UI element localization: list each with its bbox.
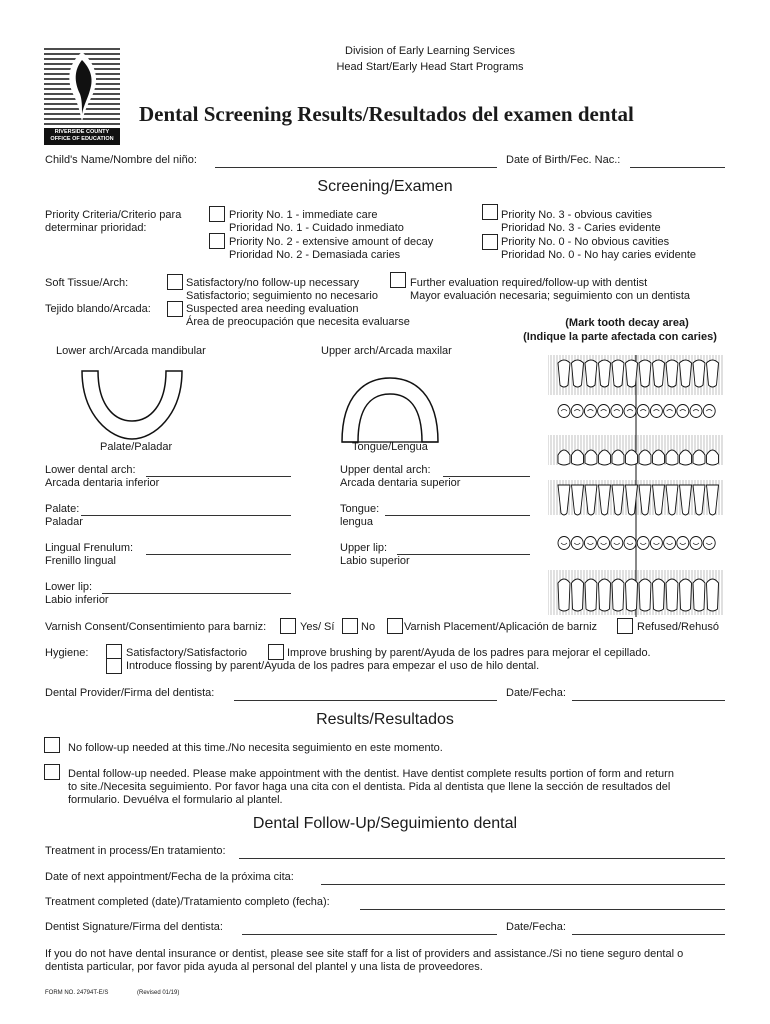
logo-text-1: RIVERSIDE COUNTY bbox=[54, 129, 110, 135]
tongue-label-es: lengua bbox=[340, 516, 374, 528]
provider-date-line[interactable] bbox=[572, 700, 725, 701]
lingual-label-es: Frenillo lingual bbox=[45, 555, 116, 567]
priority-3-text-es: Prioridad No. 3 - Caries evidente bbox=[501, 222, 661, 234]
soft-tissue-label: Soft Tissue/Arch: bbox=[45, 277, 129, 289]
next-appt-label: Date of next appointment/Fecha de la próxima cita: bbox=[45, 871, 294, 883]
division-text: Division of Early Learning Services bbox=[345, 45, 515, 57]
lower-dental-arch-label-es: Arcada dentaria inferior bbox=[45, 477, 160, 489]
treatment-label: Treatment in process/En tratamiento: bbox=[45, 845, 226, 857]
followup-date-line[interactable] bbox=[572, 934, 725, 935]
followup-needed-checkbox[interactable] bbox=[44, 764, 60, 780]
palate-label: Palate: bbox=[45, 503, 80, 515]
results-heading: Results/Resultados bbox=[316, 711, 454, 728]
completed-line[interactable] bbox=[360, 909, 725, 910]
followup-text-2: to site./Necesita seguimiento. Por favor haga una cita con el dentista. Pida al dentista que llene la sección de resultados del bbox=[68, 781, 671, 793]
soft-suspected-text: Suspected area needing evaluation bbox=[186, 303, 359, 315]
upper-lip-line[interactable] bbox=[397, 554, 530, 555]
hygiene-satisfactory-text: Satisfactory/Satisfactorio bbox=[126, 647, 248, 659]
provider-label: Dental Provider/Firma del dentista: bbox=[45, 687, 215, 699]
provider-date-label: Date/Fecha: bbox=[506, 687, 566, 699]
upper-arch-title: Upper arch/Arcada maxilar bbox=[321, 345, 452, 357]
palate-caption: Palate/Paladar bbox=[100, 441, 173, 453]
varnish-yes-text: Yes/ Sí bbox=[300, 621, 335, 633]
revised-date: (Revised 01/19) bbox=[137, 990, 180, 996]
treatment-line[interactable] bbox=[239, 858, 725, 859]
no-followup-text: No follow-up needed at this time./No necesita seguimiento en este momento. bbox=[68, 742, 443, 754]
lingual-line[interactable] bbox=[146, 554, 291, 555]
hygiene-label: Hygiene: bbox=[45, 647, 89, 659]
upper-dental-arch-line[interactable] bbox=[443, 476, 530, 477]
priority-1-text: Priority No. 1 - immediate care bbox=[229, 209, 378, 221]
tongue-line[interactable] bbox=[385, 515, 530, 516]
varnish-placement-text: Varnish Placement/Aplicación de barniz bbox=[404, 621, 598, 633]
footer-note-2: dentista particular, por favor pida ayuda al personal del plantel y una lista de proveedores. bbox=[45, 961, 483, 973]
followup-date-label: Date/Fecha: bbox=[506, 921, 566, 933]
upper-dental-arch-label: Upper dental arch: bbox=[340, 464, 431, 476]
priority-0-text: Priority No. 0 - No obvious cavities bbox=[501, 236, 670, 248]
priority-2-text-es: Prioridad No. 2 - Demasiada caries bbox=[229, 249, 401, 261]
soft-further-text: Further evaluation required/follow-up with dentist bbox=[410, 277, 648, 289]
logo-graphic bbox=[44, 46, 120, 126]
priority-0-text-es: Prioridad No. 0 - No hay caries evidente bbox=[501, 249, 697, 261]
logo-text-2: OFFICE OF EDUCATION bbox=[50, 136, 114, 142]
followup-text-1: Dental follow-up needed. Please make appointment with the dentist. Have dentist complete results portion of form and return bbox=[68, 768, 674, 780]
palate-label-es: Paladar bbox=[45, 516, 83, 528]
tooth-chart[interactable] bbox=[548, 355, 724, 617]
priority-2-text: Priority No. 2 - extensive amount of decay bbox=[229, 236, 434, 248]
lower-dental-arch-line[interactable] bbox=[146, 476, 291, 477]
varnish-no-checkbox[interactable] bbox=[342, 618, 358, 634]
varnish-yes-checkbox[interactable] bbox=[280, 618, 296, 634]
priority-label-2: determinar prioridad: bbox=[45, 222, 147, 234]
signature-label: Dentist Signature/Firma del dentista: bbox=[45, 921, 223, 933]
priority-1-checkbox[interactable] bbox=[209, 206, 225, 222]
tejido-label: Tejido blando/Arcada: bbox=[45, 303, 151, 315]
soft-further-checkbox[interactable] bbox=[390, 272, 406, 288]
palate-line[interactable] bbox=[81, 515, 291, 516]
soft-satisfactory-checkbox[interactable] bbox=[167, 274, 183, 290]
tongue-caption: Tongue/Lengua bbox=[352, 441, 428, 453]
soft-further-text-es: Mayor evaluación necesaria; seguimiento con un dentista bbox=[410, 290, 691, 302]
provider-line[interactable] bbox=[234, 700, 497, 701]
varnish-refused-text: Refused/Rehusó bbox=[637, 621, 719, 633]
lingual-label: Lingual Frenulum: bbox=[45, 542, 134, 554]
no-followup-checkbox[interactable] bbox=[44, 737, 60, 753]
priority-1-text-es: Prioridad No. 1 - Cuidado inmediato bbox=[229, 222, 404, 234]
followup-text-3: formulario. Devuélva el formulario al plantel. bbox=[68, 794, 283, 806]
priority-label-1: Priority Criteria/Criterio para bbox=[45, 209, 182, 221]
program-text: Head Start/Early Head Start Programs bbox=[336, 61, 524, 73]
hygiene-improve-checkbox[interactable] bbox=[268, 644, 284, 660]
lower-lip-line[interactable] bbox=[102, 593, 291, 594]
soft-satisfactory-text-es: Satisfactorio; seguimiento no necesario bbox=[186, 290, 378, 302]
rcoe-logo bbox=[44, 46, 120, 145]
soft-satisfactory-text: Satisfactory/no follow-up necessary bbox=[186, 277, 360, 289]
hygiene-flossing-checkbox[interactable] bbox=[106, 658, 122, 674]
varnish-refused-checkbox[interactable] bbox=[617, 618, 633, 634]
child-name-line[interactable] bbox=[215, 167, 497, 168]
upper-lip-label: Upper lip: bbox=[340, 542, 388, 554]
followup-heading: Dental Follow-Up/Seguimiento dental bbox=[252, 815, 518, 832]
lower-arch-title: Lower arch/Arcada mandibular bbox=[56, 345, 206, 357]
priority-0-checkbox[interactable] bbox=[482, 234, 498, 250]
soft-suspected-checkbox[interactable] bbox=[167, 301, 183, 317]
upper-dental-arch-label-es: Arcada dentaria superior bbox=[340, 477, 461, 489]
child-name-label: Child's Name/Nombre del niño: bbox=[45, 154, 197, 166]
varnish-placement-checkbox[interactable] bbox=[387, 618, 403, 634]
dob-line[interactable] bbox=[630, 167, 725, 168]
screening-heading: Screening/Examen bbox=[317, 178, 453, 195]
hygiene-improve-text: Improve brushing by parent/Ayuda de los padres para mejorar el cepillado. bbox=[287, 647, 651, 659]
footer-note-1: If you do not have dental insurance or dentist, please see site staff for a list of providers and assistance./Si no tiene seguro dental o bbox=[45, 948, 684, 960]
priority-3-text: Priority No. 3 - obvious cavities bbox=[501, 209, 652, 221]
next-appt-line[interactable] bbox=[321, 884, 725, 885]
varnish-no-text: No bbox=[361, 621, 376, 633]
form-number: FORM NO. 24794T-E/S bbox=[45, 990, 109, 996]
upper-arch-diagram bbox=[340, 374, 440, 444]
lower-lip-label: Lower lip: bbox=[45, 581, 93, 593]
lower-lip-label-es: Labio inferior bbox=[45, 594, 109, 606]
lower-dental-arch-label: Lower dental arch: bbox=[45, 464, 136, 476]
dob-label: Date of Birth/Fec. Nac.: bbox=[506, 154, 621, 166]
tongue-label: Tongue: bbox=[340, 503, 380, 515]
completed-label: Treatment completed (date)/Tratamiento completo (fecha): bbox=[45, 896, 330, 908]
upper-lip-label-es: Labio superior bbox=[340, 555, 410, 567]
priority-2-checkbox[interactable] bbox=[209, 233, 225, 249]
hygiene-flossing-text: Introduce flossing by parent/Ayuda de los padres para empezar el uso de hilo dental. bbox=[126, 660, 540, 672]
form-title: Dental Screening Results/Resultados del examen dental bbox=[139, 102, 634, 126]
mark-decay-text-es: (Indique la parte afectada con caries) bbox=[523, 331, 717, 343]
varnish-consent-label: Varnish Consent/Consentimiento para barniz: bbox=[45, 621, 267, 633]
priority-3-checkbox[interactable] bbox=[482, 204, 498, 220]
mark-decay-text: (Mark tooth decay area) bbox=[565, 317, 689, 329]
signature-line[interactable] bbox=[242, 934, 497, 935]
lower-arch-diagram bbox=[80, 365, 184, 445]
soft-suspected-text-es: Área de preocupación que necesita evaluarse bbox=[186, 316, 410, 328]
